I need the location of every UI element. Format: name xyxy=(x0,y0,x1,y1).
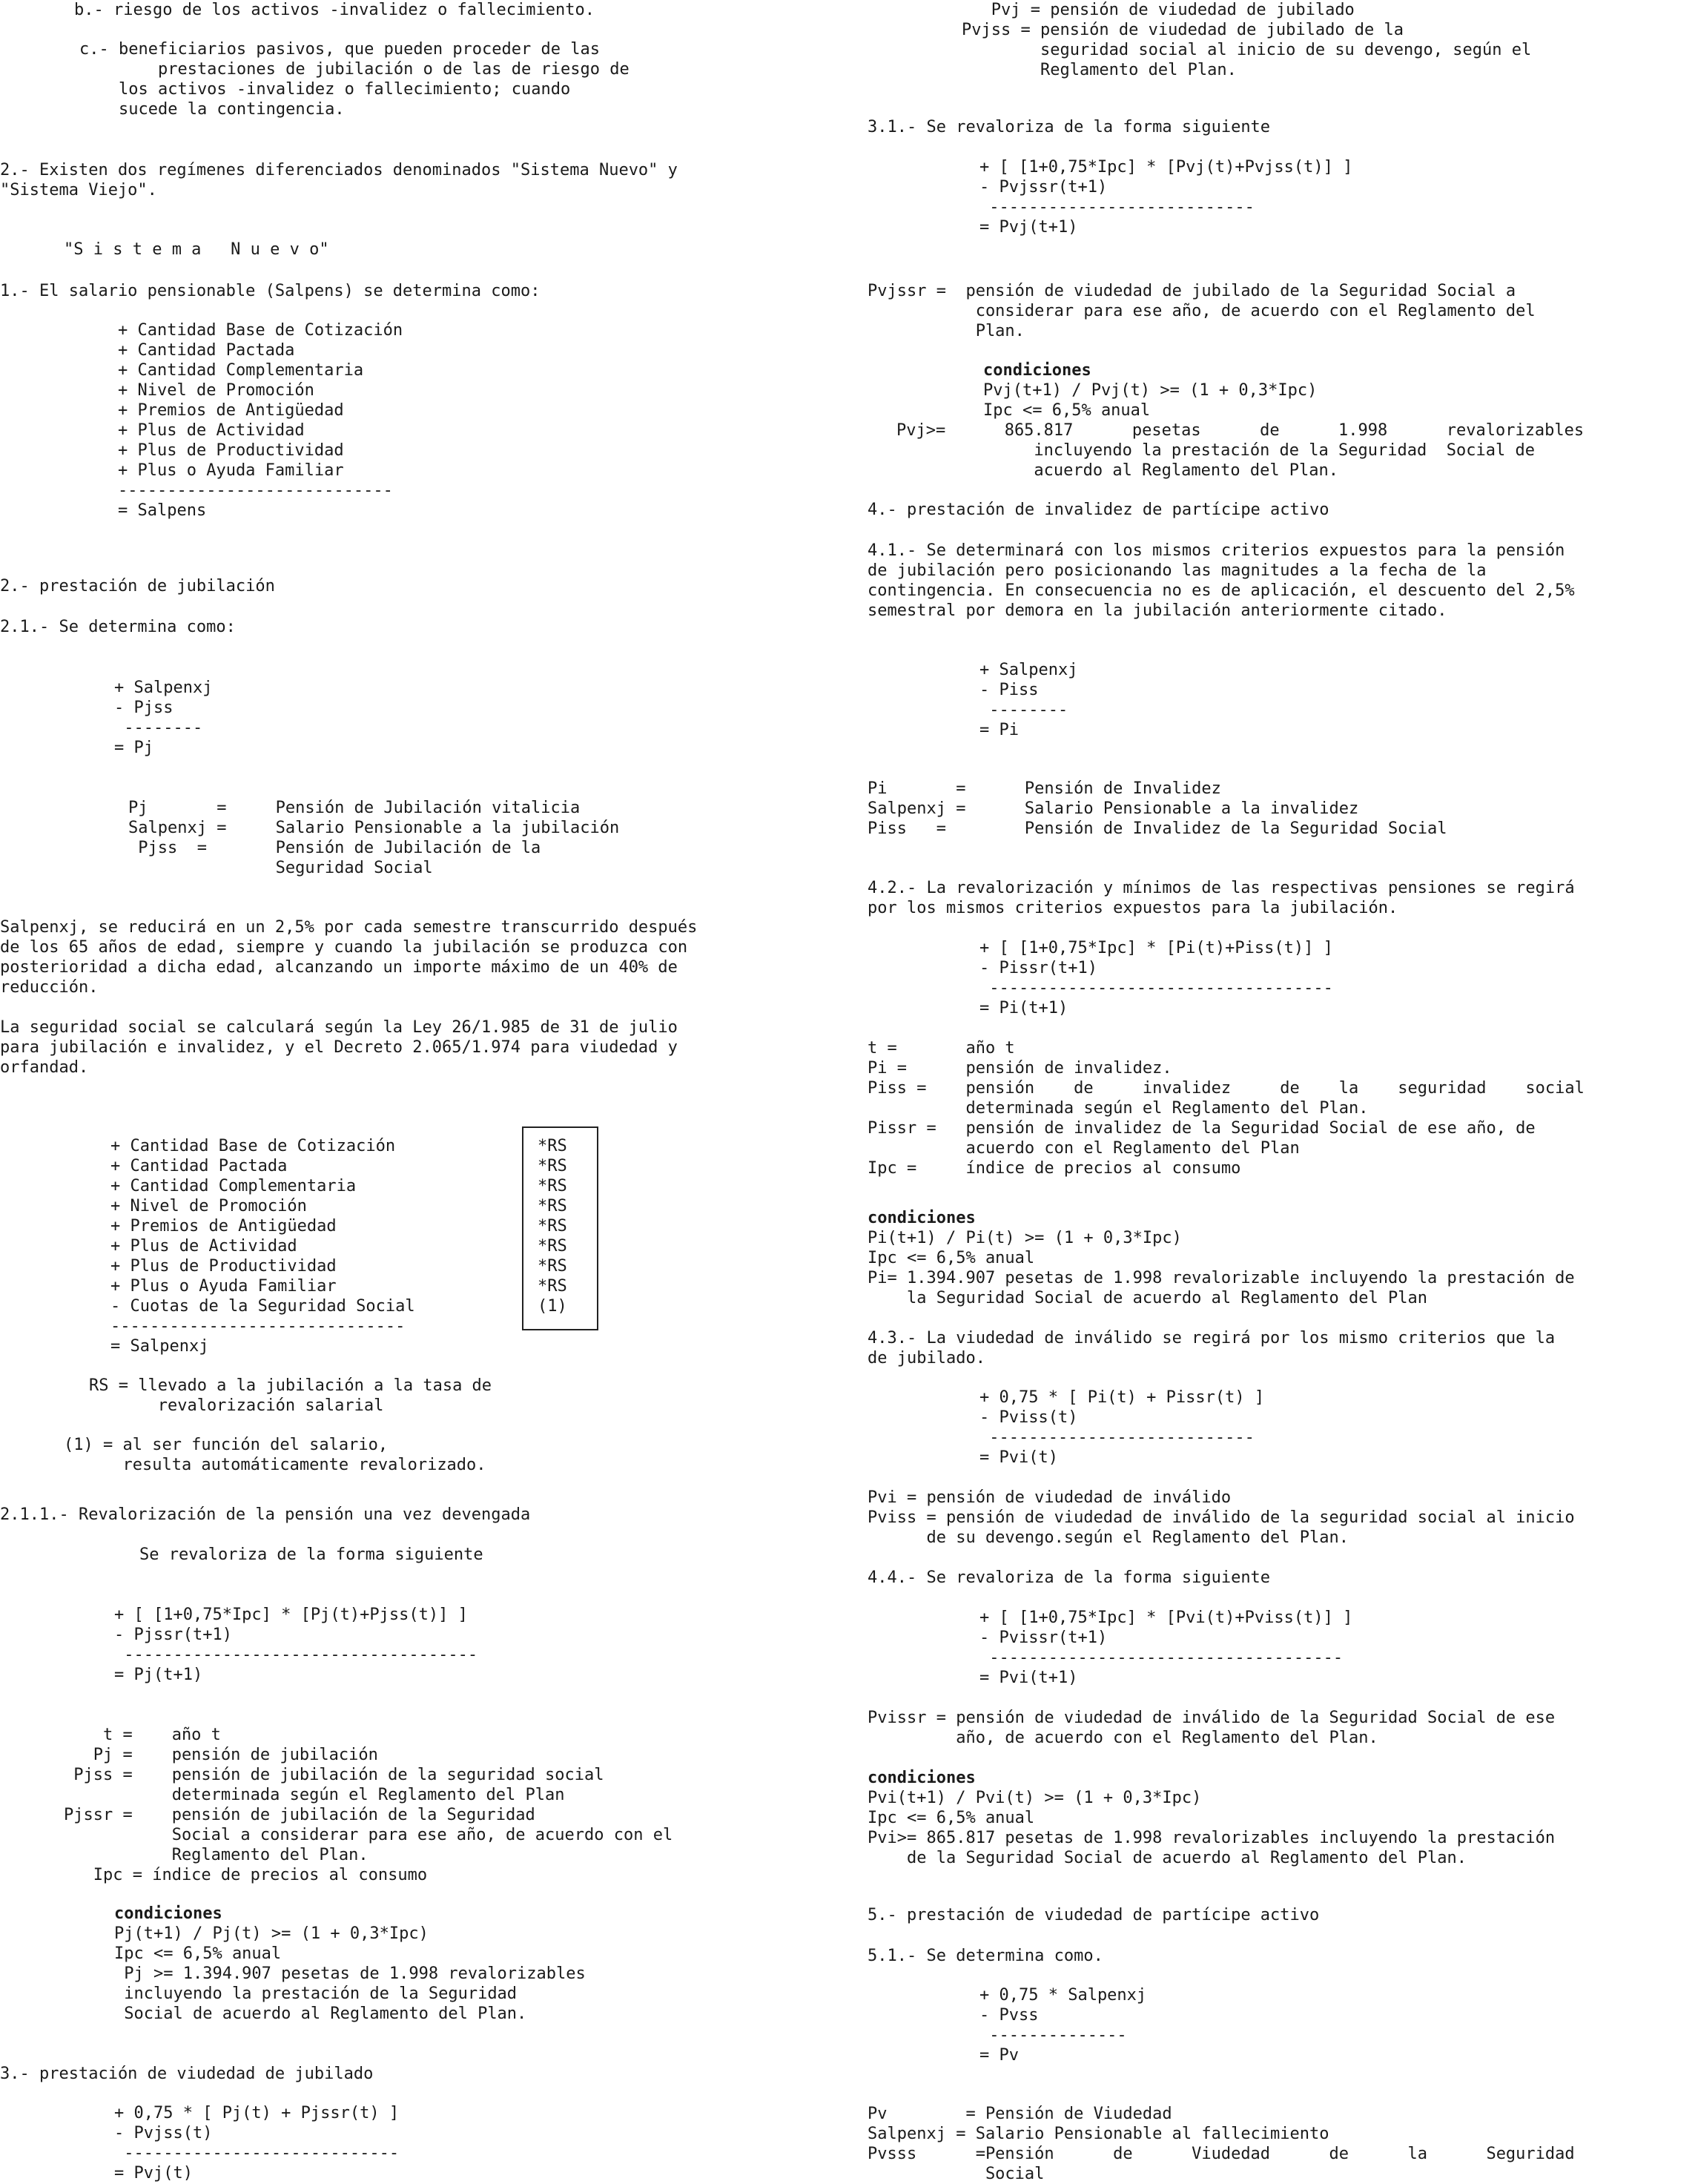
r-pi-cond: Pi(t+1) / Pi(t) >= (1 + 0,3*Ipc) Ipc <= 6,5% anual Pi= 1.394.907 pesetas de 1.998 revalorizable incluyendo la prestación de la Seguridad Social de acuerdo al Reglamento del Plan xyxy=(868,1229,1575,1307)
l-pj-defs: Pj = Pensión de Jubilación vitalicia Salpenxj = Salario Pensionable a la jubilación Pjss = Pensión de Jubilación de la Seguridad Social xyxy=(128,799,620,877)
r-pvissr-def: Pvissr = pensión de viudedad de inválido de la Seguridad Social de ese año, de acuerdo con el Reglamento del Plan. xyxy=(868,1709,1556,1747)
l-sec3: 3.- prestación de viudedad de jubilado xyxy=(0,2065,374,2083)
l-sec2-jub: 2.- prestación de jubilación xyxy=(0,577,275,596)
l-sec2-regimes: 2.- Existen dos regímenes diferenciados denominados "Sistema Nuevo" y "Sistema Viejo". xyxy=(0,161,678,199)
r-pi-reval-defs: t = año t Pi = pensión de invalidez. Piss = pensión de invalidez de la seguridad social determinada según el Reglamento del Plan. Pissr = pensión de invalidez de la Seguridad Social de ese año, de acuerdo con el Reglamento del Plan Ipc = índice de precios al consumo xyxy=(868,1039,1585,1178)
l-sistema-nuevo: "S i s t e m a N u e v o" xyxy=(64,240,329,259)
l-pj-reval: + [ [1+0,75*Ipc] * [Pj(t)+Pjss(t)] ] - Pjssr(t+1) ------------------------------------ = Pj(t+1) xyxy=(114,1606,478,1684)
r-sec43: 4.3.- La viudedad de inválido se regirá por los mismo criterios que la de jubilado. xyxy=(868,1329,1556,1368)
r-pvj-cond-title: condiciones xyxy=(983,361,1091,380)
l-pj-cond: Pj(t+1) / Pj(t) >= (1 + 0,3*Ipc) Ipc <= 6,5% anual Pj >= 1.394.907 pesetas de 1.998 revalorizables incluyendo la prestación de la Seguridad Social de acuerdo al Reglamento del Plan. xyxy=(114,1924,586,2023)
r-pvi-defs: Pvi = pensión de viudedad de inválido Pviss = pensión de viudedad de inválido de la seguridad social al inicio de su devengo.según el Reglamento del Plan. xyxy=(868,1488,1575,1547)
r-pvjssr-def: Pvjssr = pensión de viudedad de jubilado de la Seguridad Social a considerar para ese año, de acuerdo con el Reglamento del Plan. xyxy=(868,282,1536,340)
r-pi-reval: + [ [1+0,75*Ipc] * [Pi(t)+Piss(t)] ] - Pissr(t+1) ----------------------------------- = Pi(t+1) xyxy=(979,939,1333,1017)
l-pj-reval-defs: t = año t Pj = pensión de jubilación Pjss = pensión de jubilación de la seguridad social determinada según el Reglamento del Plan Pjssr = pensión de jubilación de la Seguridad Social a considerar para ese año, de acuerdo con el Reglamento del Plan. Ipc = índice de precios al consumo xyxy=(64,1726,673,1884)
r-pvi-cond-title: condiciones xyxy=(868,1769,976,1787)
r-pvj-cond: Pvj(t+1) / Pvj(t) >= (1 + 0,3*Ipc) Ipc <= 6,5% anual xyxy=(983,381,1318,420)
l-sec21: 2.1.- Se determina como: xyxy=(0,618,236,636)
l-sec211: 2.1.1.- Revalorización de la pensión una vez devengada xyxy=(0,1505,531,1524)
r-pi-defs: Pi = Pensión de Invalidez Salpenxj = Salario Pensionable a la invalidez Piss = Pensión de Invalidez de la Seguridad Social xyxy=(868,779,1447,838)
l-rs-box: *RS *RS *RS *RS *RS *RS *RS *RS (1) xyxy=(538,1137,567,1316)
r-top-defs: Pvj = pensión de viudedad de jubilado Pvjss = pensión de viudedad de jubilado de la seguridad social al inicio de su devengo, según el Reglamento del Plan. xyxy=(962,1,1532,79)
l-rs-items: + Cantidad Base de Cotización + Cantidad Pactada + Cantidad Complementaria + Nivel de Promoción + Premios de Antigüedad + Plus de Actividad + Plus de Productividad + Plus o Ayuda Familiar - Cuotas de la Seguridad Social ------------------------------ = Salpenxj xyxy=(110,1137,415,1356)
r-pv-defs: Pv = Pensión de Viudedad Salpenxj = Salario Pensionable al fallecimiento Pvsss =Pensión de Viudedad de la Seguridad Social xyxy=(868,2105,1575,2183)
r-pv-formula: + 0,75 * Salpenxj - Pvss -------------- = Pv xyxy=(979,1986,1147,2065)
l-reval-intro: Se revaloriza de la forma siguiente xyxy=(139,1545,483,1564)
l-sec1-intro: 1.- El salario pensionable (Salpens) se determina como: xyxy=(0,282,541,300)
r-pvi-formula: + 0,75 * [ Pi(t) + Pissr(t) ] - Pviss(t) --------------------------- = Pvi(t) xyxy=(979,1388,1265,1467)
l-pvj-formula: + 0,75 * [ Pj(t) + Pjssr(t) ] - Pvjss(t) ---------------------------- = Pvj(t) xyxy=(114,2104,400,2183)
r-sec31: 3.1.- Se revaloriza de la forma siguiente xyxy=(868,118,1271,136)
l-rs-note: RS = llevado a la jubilación a la tasa de revalorización salarial xyxy=(89,1376,492,1415)
r-pvi-reval: + [ [1+0,75*Ipc] * [Pvi(t)+Pviss(t)] ] - Pvissr(t+1) ------------------------------------ = Pvi(t+1) xyxy=(979,1609,1353,1687)
l-salpens-block: + Cantidad Base de Cotización + Cantidad Pactada + Cantidad Complementaria + Nivel de Promoción + Premios de Antigüedad + Plus de Actividad + Plus de Productividad + Plus o Ayuda Familiar ---------------------------- = Salpens xyxy=(118,321,403,520)
r-sec4: 4.- prestación de invalidez de partícipe activo xyxy=(868,501,1329,519)
l-para-ss: La seguridad social se calculará según la Ley 26/1.985 de 31 de julio para jubilación e invalidez, y el Decreto 2.065/1.974 para viudedad y orfandad. xyxy=(0,1018,678,1077)
l-b-item: b.- riesgo de los activos -invalidez o fallecimiento. xyxy=(74,1,595,19)
r-sec44: 4.4.- Se revaloriza de la forma siguiente xyxy=(868,1568,1271,1587)
r-pvj-min: Pvj>= 865.817 pesetas de 1.998 revalorizables incluyendo la prestación de la Seguridad Social de acuerdo al Reglamento del Plan. xyxy=(896,421,1585,480)
r-pi-cond-title: condiciones xyxy=(868,1209,976,1227)
l-c-item: c.- beneficiarios pasivos, que pueden proceder de las prestaciones de jubilación o de las de riesgo de los activos -invalidez o fallecimiento; cuando sucede la contingencia. xyxy=(79,40,630,119)
l-para-reduc: Salpenxj, se reducirá en un 2,5% por cada semestre transcurrido después de los 65 años de edad, siempre y cuando la jubilación se produzca con posterioridad a dicha edad, alcanzando un importe máximo de un 40% de reducción. xyxy=(0,918,698,997)
r-sec41: 4.1.- Se determinará con los mismos criterios expuestos para la pensión de jubilación pero posicionando las magnitudes a la fecha de la contingencia. En consecuencia no es de aplicación, el descuento del 2,5% semestral por demora en la jubilación anteriormente citado. xyxy=(868,541,1575,620)
l-note1: (1) = al ser función del salario, resulta automáticamente revalorizado. xyxy=(64,1436,486,1474)
r-pvj-reval: + [ [1+0,75*Ipc] * [Pvj(t)+Pvjss(t)] ] - Pvjssr(t+1) --------------------------- = Pvj(t+1) xyxy=(979,158,1353,237)
l-pj-cond-title: condiciones xyxy=(114,1904,222,1923)
r-sec42: 4.2.- La revalorización y mínimos de las respectivas pensiones se regirá por los mismos criterios expuestos para la jubilación. xyxy=(868,879,1575,917)
r-pi-formula: + Salpenxj - Piss -------- = Pi xyxy=(979,661,1078,739)
r-sec5: 5.- prestación de viudedad de partícipe activo xyxy=(868,1906,1320,1924)
r-pvi-cond: Pvi(t+1) / Pvi(t) >= (1 + 0,3*Ipc) Ipc <= 6,5% anual Pvi>= 865.817 pesetas de 1.998 revalorizables incluyendo la prestación de la Seguridad Social de acuerdo al Reglamento del Plan. xyxy=(868,1789,1556,1867)
l-pj-formula: + Salpenxj - Pjss -------- = Pj xyxy=(114,679,213,757)
r-sec51: 5.1.- Se determina como. xyxy=(868,1947,1103,1965)
